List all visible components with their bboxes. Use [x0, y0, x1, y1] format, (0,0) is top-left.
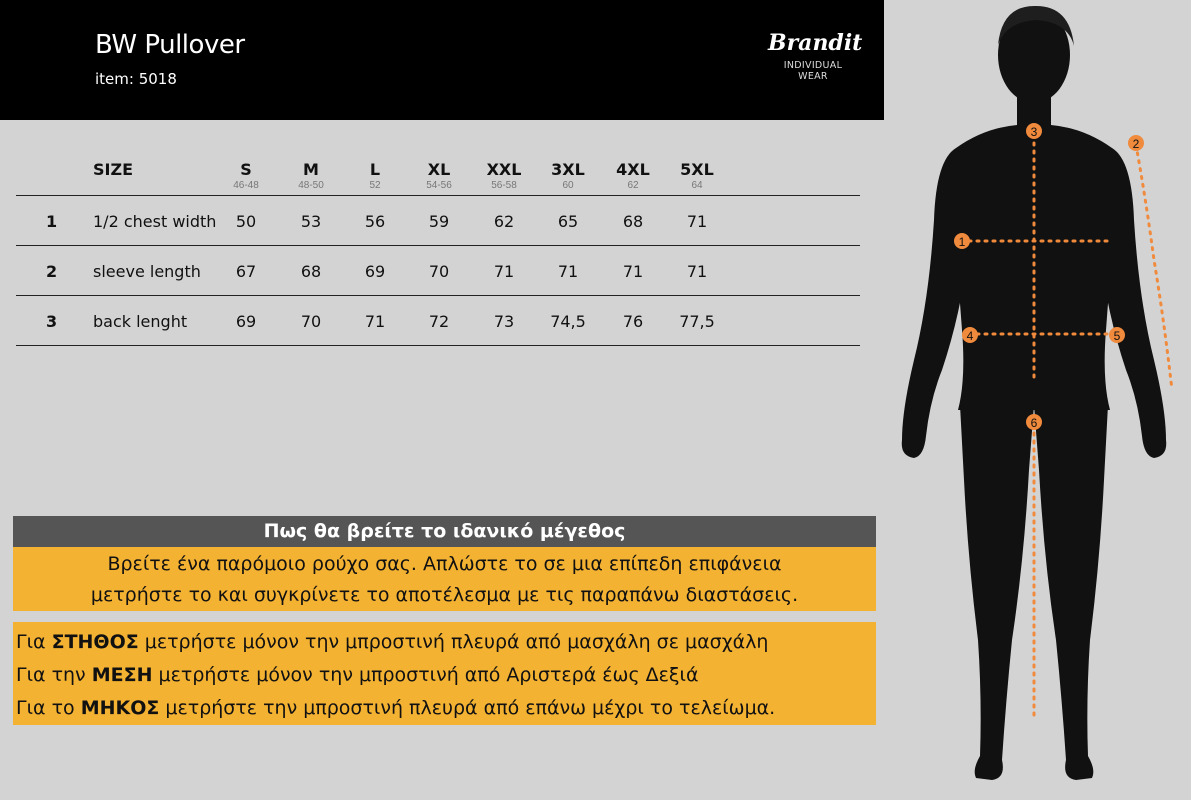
product-name: BW Pullover: [95, 30, 245, 60]
brand-tagline: INDIVIDUAL WEAR: [783, 60, 843, 82]
size-code: XL: [427, 160, 451, 179]
header-banner: [0, 0, 884, 120]
size-code: 4XL: [616, 160, 650, 179]
table-cell: 73: [493, 312, 515, 331]
marker-1-label: 1: [958, 235, 966, 249]
eu-size: 62: [627, 180, 639, 191]
row-number: 3: [46, 312, 58, 331]
intro-line: Βρείτε ένα παρόμοιο ρούχο σας. Απλώστε το σε μια επίπεδη επιφάνεια: [107, 553, 782, 575]
size-header-m: [281, 150, 341, 191]
table-cell: 53: [300, 212, 322, 231]
table-cell: 59: [428, 212, 450, 231]
size-header-xxl: [474, 150, 534, 191]
table-row: [16, 196, 860, 246]
table-cell: 71: [686, 262, 708, 281]
marker-5-label: 5: [1113, 329, 1121, 343]
table-cell: 68: [300, 262, 322, 281]
row-label: 1/2 chest width: [93, 212, 217, 231]
table-row: [16, 246, 860, 296]
marker-2-label: 2: [1132, 137, 1140, 151]
table-cell: 74,5: [550, 312, 586, 331]
body-silhouette-icon: [884, 0, 1191, 800]
brand-name: Brandit: [768, 30, 863, 56]
table-cell: 70: [428, 262, 450, 281]
detail-prefix: Για το: [16, 697, 81, 719]
table-cell: 72: [428, 312, 450, 331]
table-cell: 65: [557, 212, 579, 231]
eu-size: 46-48: [233, 180, 259, 191]
eu-size: 48-50: [298, 180, 324, 191]
size-column-label: SIZE: [93, 160, 134, 179]
size-code: 3XL: [551, 160, 585, 179]
row-number: 1: [46, 212, 58, 231]
marker-6-label: 6: [1030, 416, 1038, 430]
table-row: [16, 296, 860, 346]
detail-text: μετρήστε μόνον την μπροστινή πλευρά από μασχάλη σε μασχάλη: [138, 631, 769, 653]
size-code: XXL: [486, 160, 522, 179]
table-cell: 71: [364, 312, 386, 331]
size-header-s: [216, 150, 276, 191]
table-cell: 76: [622, 312, 644, 331]
size-code: S: [240, 160, 252, 179]
size-header-4xl: [603, 150, 663, 191]
size-table: [16, 150, 860, 346]
size-header-xl: [409, 150, 469, 191]
eu-size: 52: [369, 180, 381, 191]
row-label: sleeve length: [93, 262, 201, 281]
eu-size: 54-56: [426, 180, 452, 191]
detail-line-waist: [16, 659, 876, 692]
size-guide-details: [13, 622, 876, 725]
detail-text: μετρήστε μόνον την μπροστινή από Αριστερά έως Δεξιά: [152, 664, 699, 686]
row-label: back lenght: [93, 312, 188, 331]
row-number: 2: [46, 262, 58, 281]
detail-keyword: ΜΕΣΗ: [91, 664, 153, 686]
size-code: 5XL: [680, 160, 714, 179]
eu-size: 60: [562, 180, 574, 191]
brand-logo: [768, 30, 863, 82]
table-cell: 62: [493, 212, 515, 231]
detail-keyword: ΣΤΗΘΟΣ: [51, 631, 139, 653]
size-guide-title: Πως θα βρείτε το ιδανικό μέγεθος: [13, 516, 876, 547]
size-code: L: [369, 160, 381, 179]
table-cell: 50: [235, 212, 257, 231]
eu-size: 56-58: [491, 180, 517, 191]
marker-4-label: 4: [966, 329, 974, 343]
size-header-l: [345, 150, 405, 191]
detail-line-chest: [16, 626, 876, 659]
detail-prefix: Για την: [16, 664, 92, 686]
table-cell: 56: [364, 212, 386, 231]
size-header-5xl: [667, 150, 727, 191]
table-cell: 70: [300, 312, 322, 331]
table-cell: 77,5: [679, 312, 715, 331]
table-cell: 67: [235, 262, 257, 281]
size-code: M: [303, 160, 319, 179]
item-code: item: 5018: [95, 70, 177, 88]
table-cell: 69: [364, 262, 386, 281]
table-cell: 68: [622, 212, 644, 231]
table-cell: 71: [557, 262, 579, 281]
table-cell: 71: [493, 262, 515, 281]
table-cell: 69: [235, 312, 257, 331]
table-cell: 71: [686, 212, 708, 231]
size-table-header: [16, 150, 860, 196]
detail-keyword: ΜΗΚΟΣ: [80, 697, 160, 719]
detail-prefix: Για: [16, 631, 52, 653]
table-cell: 71: [622, 262, 644, 281]
marker-3-label: 3: [1030, 125, 1038, 139]
size-header-3xl: [538, 150, 598, 191]
intro-line: μετρήστε το και συγκρίνετε το αποτέλεσμα με τις παραπάνω διαστάσεις.: [90, 584, 799, 606]
detail-line-length: [16, 692, 876, 725]
size-guide-intro: [13, 547, 876, 611]
eu-size: 64: [691, 180, 703, 191]
measurement-figure: [884, 0, 1191, 800]
detail-text: μετρήστε την μπροστινή πλευρά από επάνω μέχρι το τελείωμα.: [159, 697, 776, 719]
